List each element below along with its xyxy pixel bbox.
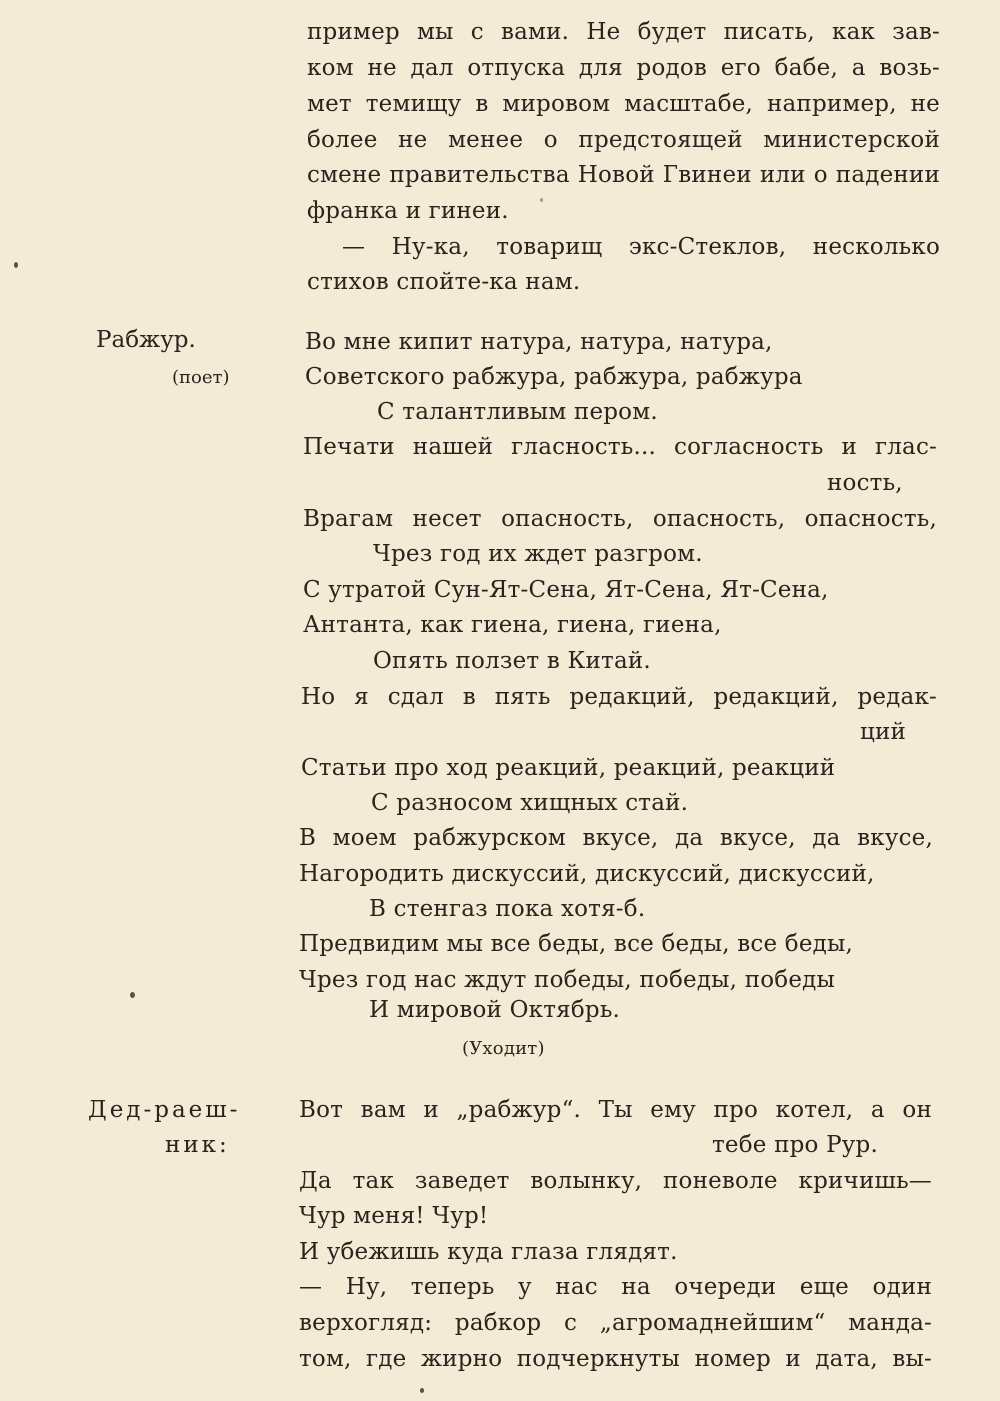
verse-line: С утратой Сун-Ят-Сена, Ят-Сена, Ят-Сена, bbox=[303, 577, 829, 603]
verse-line: И мировой Октябрь. bbox=[369, 997, 621, 1023]
text-line: Да так заведет волынку, поневоле кричишь— bbox=[299, 1168, 932, 1194]
verse-line: Нагородить дискуссий, дискуссий, дискуссий, bbox=[299, 861, 875, 887]
paper-speck bbox=[130, 992, 135, 998]
paper-speck bbox=[540, 198, 543, 202]
text-line: Вот вам и „рабжур“. Ты ему про котел, а он bbox=[299, 1097, 932, 1123]
verse-line: Опять ползет в Китай. bbox=[373, 648, 651, 674]
speaker-name: ник: bbox=[165, 1132, 230, 1158]
verse-line: Предвидим мы все беды, все беды, все беды, bbox=[299, 931, 854, 957]
verse-line: Во мне кипит натура, натура, натура, bbox=[305, 329, 773, 355]
text-line: — Ну-ка, товарищ экс-Стеклов, несколько bbox=[342, 234, 940, 260]
text-line: мет темищу в мировом масштабе, например, не bbox=[307, 91, 940, 117]
verse-line: В стенгаз пока хотя-б. bbox=[369, 896, 646, 922]
verse-line: Чрез год их ждет разгром. bbox=[373, 541, 703, 567]
text-line: стихов спойте-ка нам. bbox=[307, 269, 581, 295]
text-line: верхогляд: рабкор с „агромаднейшим“ манда- bbox=[299, 1310, 932, 1336]
speaker-note: (поет) bbox=[172, 367, 230, 388]
paper-speck bbox=[14, 262, 18, 268]
verse-line: Врагам несет опасность, опасность, опасность, bbox=[303, 506, 937, 532]
verse-line: С разносом хищных стай. bbox=[371, 790, 689, 816]
verse-line: Антанта, как гиена, гиена, гиена, bbox=[303, 612, 722, 638]
paper-speck bbox=[420, 1388, 424, 1393]
text-line: франка и гинеи. bbox=[307, 198, 509, 224]
verse-line: Статьи про ход реакций, реакций, реакций bbox=[301, 755, 836, 781]
text-line: — Ну, теперь у нас на очереди еще один bbox=[299, 1274, 932, 1300]
verse-line: Чрез год нас ждут победы, победы, победы bbox=[299, 967, 836, 993]
verse-line: В моем рабжурском вкусе, да вкусе, да вкусе, bbox=[299, 825, 933, 851]
text-line: пример мы с вами. Не будет писать, как зав- bbox=[307, 19, 940, 45]
text-line: смене правительства Новой Гвинеи или о падении bbox=[307, 162, 940, 188]
text-line: тебе про Рур. bbox=[712, 1132, 878, 1158]
speaker-name: Рабжур. bbox=[96, 327, 196, 353]
text-line: Чур меня! Чур! bbox=[299, 1203, 489, 1229]
verse-line: Советского рабжура, рабжура, рабжура bbox=[305, 364, 803, 390]
text-line: том, где жирно подчеркнуты номер и дата, вы- bbox=[299, 1346, 932, 1372]
text-line: ком не дал отпуска для родов его бабе, а возь- bbox=[307, 55, 940, 81]
speaker-name: Дед-раеш- bbox=[88, 1097, 241, 1123]
verse-line: Но я сдал в пять редакций, редакций, редак- bbox=[301, 684, 937, 710]
text-line: И убежишь куда глаза глядят. bbox=[299, 1239, 678, 1265]
text-line: более не менее о предстоящей министерской bbox=[307, 127, 940, 153]
verse-line: ность, bbox=[827, 470, 903, 496]
verse-line: С талантливым пером. bbox=[377, 399, 658, 425]
verse-line: Печати нашей гласность... согласность и глас- bbox=[303, 434, 937, 460]
verse-line: ций bbox=[860, 719, 907, 745]
stage-direction: (Уходит) bbox=[462, 1038, 545, 1059]
